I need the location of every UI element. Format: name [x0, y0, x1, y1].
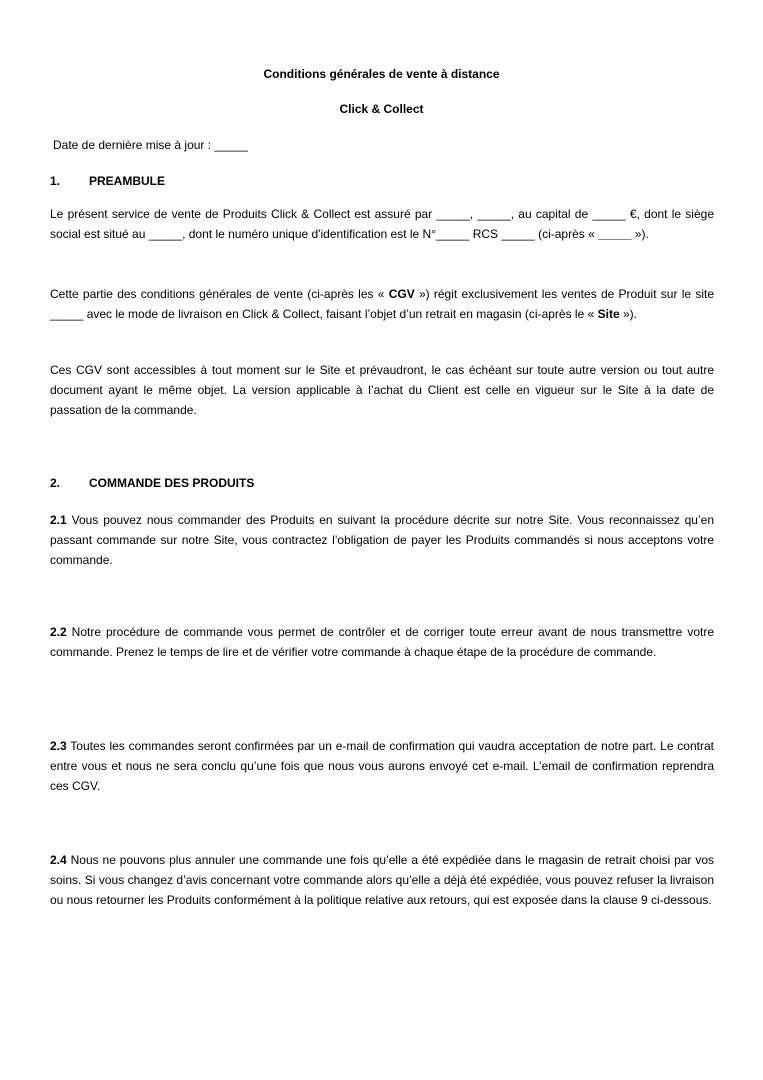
section-heading-preambule: [50, 174, 165, 188]
paragraph-text: »).: [619, 307, 637, 321]
clause-2-3: [50, 736, 714, 796]
document-subtitle: Click & Collect: [339, 102, 424, 116]
preambule-paragraph-1: [50, 204, 714, 244]
clause-text: Vous pouvez nous commander des Produits en suivant la procédure décrite sur notre Site. Vous reconnaissez qu’en passant commande sur notre Site, vous contractez l’obligation de payer les Produits commandés si nous acceptons votre commande.: [50, 513, 714, 567]
section-title: PREAMBULE: [89, 174, 166, 188]
paragraph-text: ») régit exclusivement les ventes de Produit sur le site _____ avec le mode de livraison en Click & Collect, faisant l’objet d’un retrait en magasin (ci-après le «: [50, 287, 714, 321]
preambule-paragraph-3: Ces CGV sont accessibles à tout moment sur le Site et prévaudront, le cas échéant sur toute autre version ou tout autre document ayant le même objet. La version applicable à l’achat du Client est celle en vigueur sur le Site à la date de passation de la commande.: [50, 363, 714, 417]
paragraph-text: Le présent service de vente de Produits Click & Collect est assuré par _____, _____, au capital de _____ €, dont le siège social est situé au _____, dont le numéro unique d'identification est le N°_____ RCS _____ (ci-après «: [50, 207, 714, 241]
clause-number: 2.1: [50, 513, 67, 527]
paragraph-bold-text: CGV: [388, 287, 415, 301]
section-number: 2.: [50, 476, 61, 490]
clause-2-4: [50, 850, 714, 910]
paragraph-bold-text: Site: [597, 307, 620, 321]
clause-2-1: [50, 510, 714, 570]
document-title: Conditions générales de vente à distance: [263, 67, 500, 81]
clause-number: 2.3: [50, 739, 67, 753]
clause-2-2: [50, 622, 714, 662]
clause-number: 2.2: [50, 625, 67, 639]
clause-text: Toutes les commandes seront confirmées par un e-mail de confirmation qui vaudra acceptation de notre part. Le contrat entre vous et nous ne sera conclu qu’une fois que nous vous aurons envoyé cet e-mail. L’email de confirmation reprendra ces CGV.: [50, 739, 714, 793]
paragraph-text: »).: [631, 227, 649, 241]
section-heading-commande: [50, 476, 254, 490]
preambule-paragraph-2: [50, 284, 714, 324]
section-title: COMMANDE DES PRODUITS: [89, 476, 255, 490]
last-update-date: Date de dernière mise à jour : _____: [53, 138, 248, 152]
paragraph-bold-text: _____: [598, 227, 632, 241]
clause-text: Notre procédure de commande vous permet de contrôler et de corriger toute erreur avant de nous transmettre votre commande. Prenez le temps de lire et de vérifier votre commande à chaque étape de la procédure de commande.: [50, 625, 714, 659]
section-number: 1.: [50, 174, 61, 188]
clause-text: Nous ne pouvons plus annuler une commande une fois qu’elle a été expédiée dans le magasin de retrait choisi par vos soins. Si vous changez d’avis concernant votre commande alors qu’elle a déjà été expédiée, vous pouvez refuser la livraison ou nous retourner les Produits conformément à la politique relative aux retours, qui est exposée dans la clause 9 ci-dessous.: [50, 853, 714, 907]
clause-number: 2.4: [50, 853, 67, 867]
paragraph-text: Cette partie des conditions générales de vente (ci-après les «: [50, 287, 389, 301]
